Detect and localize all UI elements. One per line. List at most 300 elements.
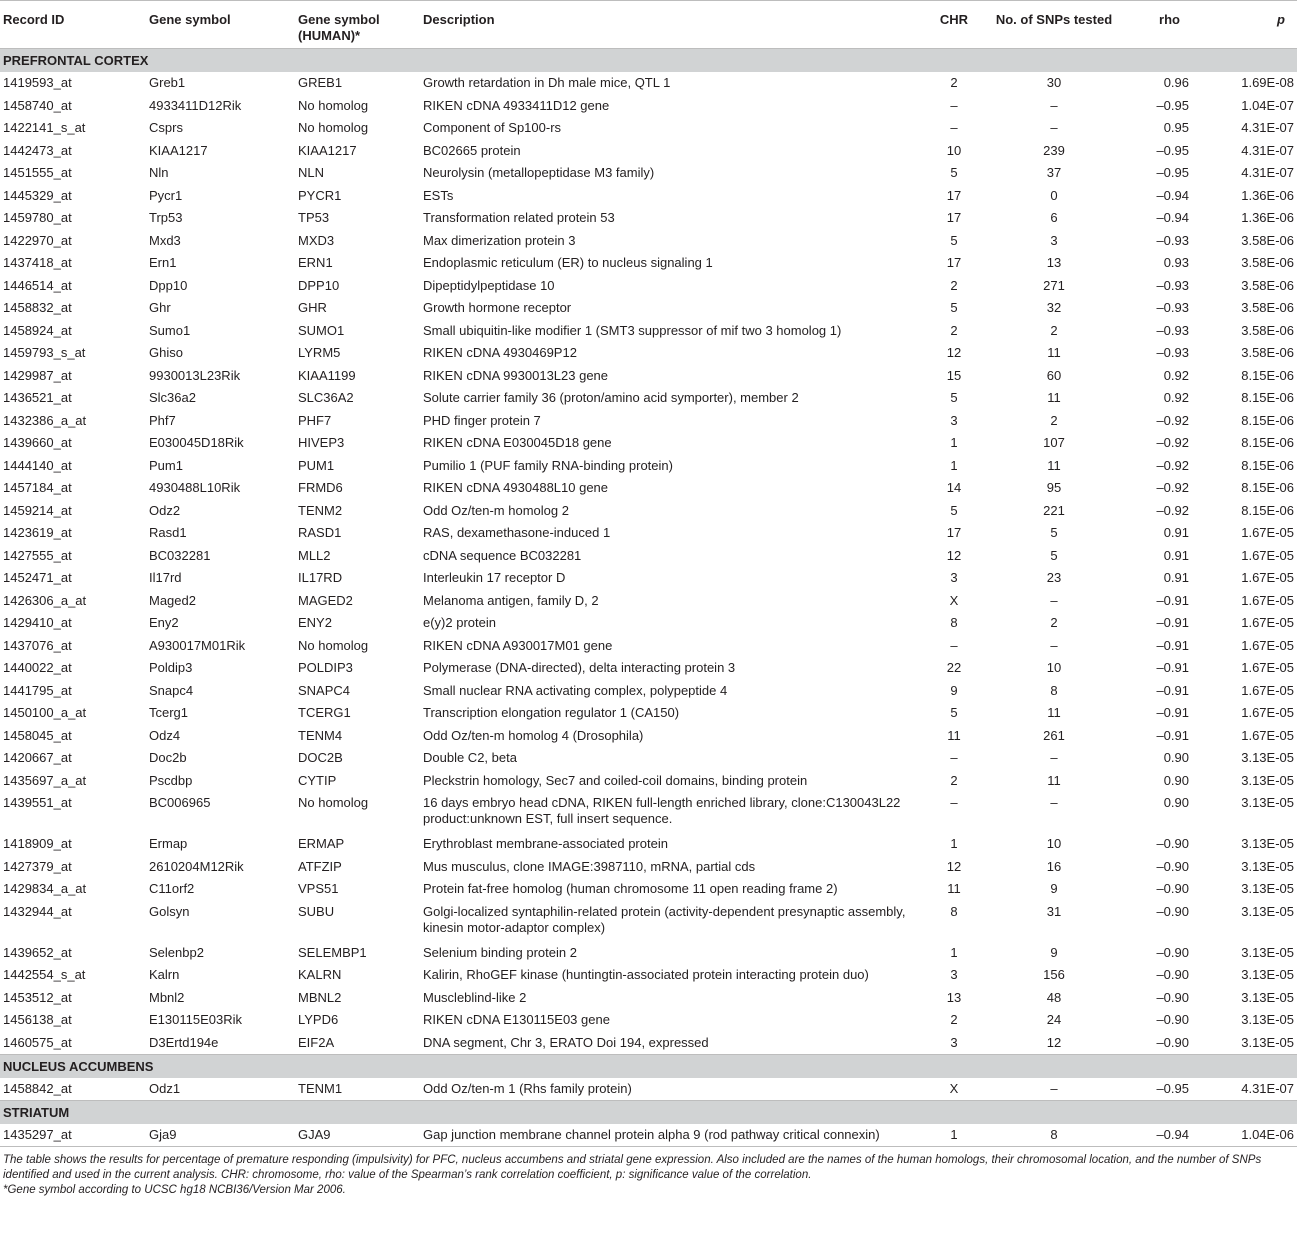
cell-gene-symbol: Pycr1 [149,187,183,203]
cell-gene-symbol-human: MBNL2 [298,989,342,1005]
table-row [0,612,1297,635]
cell-description: Odd Oz/ten-m 1 (Rhs family protein) [423,1080,632,1096]
cell-gene-symbol-human: DOC2B [298,750,343,765]
cell-p: 1.67E-05 [1241,592,1294,608]
cell-p: 3.13E-05 [1241,1034,1294,1050]
cell-gene-symbol: E130115E03Rik [149,1012,242,1027]
cell-snps: 10 [1046,660,1062,675]
cell-chr: 8 [950,615,958,630]
cell-p: 1.67E-05 [1241,525,1294,540]
cell-record-id: 1418909_at [3,836,72,851]
cell-gene-symbol-human: LYRM5 [298,345,341,360]
cell-gene-symbol-human: GJA9 [295,1124,420,1147]
cell-rho: –0.90 [1156,881,1189,896]
cell-gene-symbol: Selenbp2 [149,944,204,960]
cell-gene-symbol-human: GHR [298,300,327,315]
table-row [0,297,1297,320]
cell-gene-symbol: C11orf2 [149,881,195,896]
cell-gene-symbol: Sumo1 [149,322,191,338]
cell-gene-symbol-human: No homolog [298,637,369,653]
cell-rho: –0.94 [1116,1124,1208,1147]
cell-rho: –0.93 [1156,300,1189,315]
cell-description: RIKEN cDNA E030045D18 gene [423,435,612,450]
cell-gene-symbol: Rasd1 [149,525,187,540]
cell-p: 4.31E-07 [1241,142,1294,158]
cell-gene-symbol-human: FRMD6 [298,480,343,495]
cell-chr: 5 [950,232,958,248]
cell-description: Pleckstrin homology, Sec7 and coiled-coil domains, binding protein [423,772,808,788]
cell-rho: –0.95 [1156,142,1189,158]
cell-chr: X [949,1080,959,1096]
cell-gene-symbol-human: NLN [298,165,325,180]
cell-snps: – [1050,750,1058,765]
table-row [0,1078,1297,1101]
cell-rho: –0.92 [1156,480,1189,495]
cell-record-id: 1435697_a_at [3,772,87,788]
cell-description: Endoplasmic reticulum (ER) to nucleus signaling 1 [423,255,713,270]
cell-snps: 156 [1043,967,1065,982]
cell-description: RIKEN cDNA 9930013L23 gene [423,367,609,383]
cell-p: 3.58E-06 [1241,322,1294,338]
cell-description: Muscleblind-like 2 [423,989,527,1005]
cell-record-id: 1440022_at [3,660,72,675]
cell-rho: 0.91 [1163,570,1189,585]
cell-description: cDNA sequence BC032281 [423,547,582,563]
table-row [0,567,1297,590]
cell-snps: 37 [1046,165,1062,180]
cell-record-id: 1458045_at [3,727,72,743]
cell-gene-symbol-human: HIVEP3 [298,435,345,450]
cell-chr: 9 [950,682,958,698]
cell-p: 3.58E-06 [1241,345,1294,360]
cell-p: 8.15E-06 [1241,480,1294,495]
cell-snps: 30 [1046,75,1062,90]
cell-gene-symbol: Trp53 [149,210,183,225]
cell-p: 1.67E-05 [1241,727,1294,743]
cell-description: Mus musculus, clone IMAGE:3987110, mRNA, partial cds [423,858,756,874]
cell-p: 3.13E-05 [1241,1012,1294,1027]
section-title: NUCLEUS ACCUMBENS [0,1054,1297,1078]
cell-record-id: 1458842_at [3,1080,72,1096]
cell-gene-symbol: Eny2 [149,615,179,630]
cell-description: RIKEN cDNA 4930469P12 [423,345,577,360]
cell-gene-symbol: A930017M01Rik [149,637,246,653]
cell-record-id: 1427379_at [3,858,72,874]
cell-chr: 3 [950,412,958,428]
cell-chr: – [950,750,958,765]
cell-p: 3.58E-06 [1241,300,1294,315]
table-row [0,365,1297,388]
cell-gene-symbol-human: ENY2 [298,615,332,630]
cell-gene-symbol-human: No homolog [298,795,369,810]
table-row [0,320,1297,343]
table-row [0,230,1297,253]
table-row [0,342,1297,365]
cell-chr: 22 [946,660,962,675]
cell-chr: – [950,120,958,135]
cell-record-id: 1460575_at [3,1034,72,1050]
cell-record-id: 1432944_at [3,903,72,919]
cell-snps: 3 [1050,232,1058,248]
cell-chr: 3 [950,570,958,585]
table-row [0,410,1297,433]
cell-gene-symbol-human: IL17RD [298,570,343,585]
cell-p: 4.31E-07 [1241,165,1294,180]
cell-chr: 17 [946,255,962,270]
cell-gene-symbol: Kalrn [149,967,180,982]
cell-p: 3.13E-05 [1241,881,1294,896]
cell-gene-symbol-human: KIAA1199 [298,367,356,383]
cell-rho: –0.90 [1156,989,1189,1005]
cell-rho: 0.91 [1163,547,1189,563]
header-rho: rho [1116,1,1208,49]
cell-gene-symbol: BC006965 [149,795,211,810]
cell-gene-symbol: Pscdbp [149,772,193,788]
cell-gene-symbol: 4930488L10Rik [149,480,241,495]
cell-rho: –0.90 [1156,967,1189,982]
cell-record-id: 1441795_at [3,682,72,698]
cell-snps: 8 [1050,682,1058,698]
cell-snps: – [1050,1080,1058,1096]
cell-snps: 261 [1043,727,1065,743]
table-row [0,162,1297,185]
cell-chr: 5 [950,165,958,180]
cell-record-id: 1459214_at [3,502,72,518]
cell-gene-symbol-human: PYCR1 [298,187,342,203]
cell-p: 3.13E-05 [1241,989,1294,1005]
cell-gene-symbol-human: TP53 [298,210,330,225]
cell-gene-symbol: Odz2 [149,502,181,518]
cell-gene-symbol: KIAA1217 [149,142,208,158]
table-header-row [0,1,1297,49]
cell-gene-symbol-human: No homolog [298,97,369,113]
cell-snps: 9 [1050,881,1058,896]
cell-rho: –0.90 [1156,836,1189,851]
cell-rho: –0.91 [1156,682,1189,698]
cell-chr: X [949,592,959,608]
cell-chr: 13 [946,989,962,1005]
cell-gene-symbol: Mbnl2 [149,989,185,1005]
cell-chr: 2 [950,1012,958,1027]
cell-rho: 0.91 [1163,525,1189,540]
cell-p: 3.13E-05 [1241,772,1294,788]
cell-snps: 239 [1043,142,1065,158]
cell-record-id: 1452471_at [3,570,72,585]
cell-p: 3.13E-05 [1241,967,1294,982]
cell-chr: 11 [947,727,961,743]
cell-record-id: 1456138_at [3,1012,72,1027]
header-gene-symbol-human [295,1,420,49]
cell-record-id: 1450100_a_at [3,705,87,720]
cell-gene-symbol: Dpp10 [149,277,188,293]
cell-rho: 0.90 [1163,772,1189,788]
cell-snps: 23 [1046,570,1062,585]
cell-chr: 2 [950,75,958,90]
cell-description: Growth hormone receptor [423,300,572,315]
cell-gene-symbol: E030045D18Rik [149,435,244,450]
cell-gene-symbol-human: SUBU [298,903,335,919]
cell-p: 1.67E-05 [1241,615,1294,630]
cell-chr: 14 [946,480,962,495]
cell-description: ESTs [423,187,454,203]
cell-description: Dipeptidylpeptidase 10 [423,277,555,293]
cell-gene-symbol: Ermap [149,836,188,851]
cell-gene-symbol-human: TCERG1 [298,705,351,720]
cell-rho: –0.95 [1156,1080,1189,1096]
table-row [0,207,1297,230]
cell-gene-symbol: Tcerg1 [149,705,189,720]
cell-record-id: 1429410_at [3,615,72,630]
cell-rho: –0.93 [1156,322,1189,338]
section-header-row [0,1100,1297,1124]
table-row [0,747,1297,770]
cell-snps: 271 [1043,277,1065,293]
cell-gene-symbol: 9930013L23Rik [149,367,241,383]
cell-rho: –0.90 [1156,858,1189,874]
cell-gene-symbol: Snapc4 [149,682,194,698]
cell-record-id: 1436521_at [3,390,72,405]
cell-record-id: 1442554_s_at [3,967,86,982]
cell-chr: 17 [946,187,962,203]
cell-description: RIKEN cDNA 4930488L10 gene [423,480,609,495]
table-row [0,987,1297,1010]
cell-gene-symbol-human: SNAPC4 [298,682,351,698]
table-row [0,252,1297,275]
cell-chr: – [950,637,958,653]
table-row [0,432,1297,455]
cell-snps: 9 [1050,944,1058,960]
cell-record-id: 1429987_at [3,367,72,383]
header-snps: No. of SNPs tested [992,1,1116,49]
cell-gene-symbol-human: KALRN [298,967,342,982]
cell-p: 1.69E-08 [1241,75,1294,90]
cell-gene-symbol-human: ERMAP [298,836,345,851]
cell-gene-symbol-human: SELEMBP1 [298,944,367,960]
table-row [0,387,1297,410]
cell-rho: –0.93 [1156,277,1189,293]
section-header-row [0,1054,1297,1078]
table-row [0,590,1297,613]
cell-rho: –0.95 [1156,165,1189,180]
cell-record-id: 1435297_at [0,1124,146,1147]
cell-snps: 32 [1046,300,1062,315]
cell-chr: 2 [950,772,958,788]
cell-snps: 95 [1046,480,1062,495]
cell-rho: 0.92 [1163,367,1189,383]
cell-record-id: 1457184_at [3,480,72,495]
cell-chr: 5 [950,502,958,518]
table-row [0,792,1297,833]
table-row [0,545,1297,568]
cell-description: e(y)2 protein [423,615,496,630]
cell-snps: 11 [1047,705,1061,720]
section-header-row [0,49,1297,73]
cell-record-id: 1445329_at [3,187,72,203]
cell-snps: 48 [1046,989,1062,1005]
cell-description: Max dimerization protein 3 [423,232,576,248]
cell-description: RIKEN cDNA A930017M01 gene [423,637,613,653]
table-row [0,770,1297,793]
cell-p: 8.15E-06 [1241,390,1294,405]
cell-snps: 2 [1050,615,1058,630]
cell-rho: 0.92 [1163,390,1189,405]
cell-chr: 15 [946,367,962,383]
cell-chr: 3 [950,967,958,982]
cell-record-id: 1439652_at [3,944,72,960]
cell-gene-symbol-human: TENM1 [298,1080,343,1096]
cell-chr: 1 [916,1124,992,1147]
cell-rho: –0.90 [1156,1034,1189,1050]
cell-chr: 17 [946,210,962,225]
cell-record-id: 1422970_at [3,232,72,248]
cell-gene-symbol: BC032281 [149,547,211,563]
cell-record-id: 1458832_at [3,300,72,315]
cell-snps: 11 [1047,772,1061,788]
cell-record-id: 1439660_at [3,435,72,450]
cell-p: 1.67E-05 [1241,637,1294,653]
cell-gene-symbol-human: TENM2 [298,502,343,518]
cell-description: Growth retardation in Dh male mice, QTL 1 [423,75,671,90]
cell-rho: 0.93 [1163,255,1189,270]
cell-description: PHD finger protein 7 [423,412,541,428]
cell-record-id: 1423619_at [3,525,72,540]
cell-record-id: 1453512_at [3,989,72,1005]
cell-p: 8.15E-06 [1241,367,1294,383]
header-gene-symbol: Gene symbol [146,1,295,49]
table-row [0,702,1297,725]
cell-gene-symbol-human: SLC36A2 [298,390,354,405]
section-title: STRIATUM [0,1100,1297,1124]
table-row [0,942,1297,965]
table-row [0,680,1297,703]
cell-chr: 10 [946,142,962,158]
cell-snps: – [1050,120,1058,135]
cell-gene-symbol-human: ERN1 [298,255,333,270]
cell-description: Transformation related protein 53 [423,210,615,225]
cell-p: 1.67E-05 [1241,705,1294,720]
cell-gene-symbol: Odz4 [149,727,181,743]
cell-p: 8.15E-06 [1241,457,1294,473]
cell-snps: 60 [1046,367,1062,383]
cell-record-id: 1420667_at [3,750,72,765]
cell-description: Odd Oz/ten-m homolog 2 [423,502,569,518]
cell-p: 3.58E-06 [1241,255,1294,270]
cell-rho: –0.91 [1156,727,1189,743]
cell-description: Erythroblast membrane-associated protein [423,836,668,851]
cell-record-id: 1437076_at [3,637,72,653]
cell-record-id: 1458740_at [3,97,72,113]
cell-gene-symbol-human: MXD3 [298,232,335,248]
cell-p: 3.13E-05 [1241,836,1294,851]
cell-gene-symbol: Pum1 [149,457,183,473]
header-description: Description [420,1,916,49]
cell-p: 1.67E-05 [1241,547,1294,563]
cell-chr: 3 [950,1034,958,1050]
table-row [0,185,1297,208]
cell-chr: 5 [950,390,958,405]
cell-description: Golgi-localized syntaphilin-related protein (activity-dependent presynaptic assembly, kinesin motor-adaptor complex) [423,903,906,935]
cell-gene-symbol-human: DPP10 [298,277,340,293]
cell-snps: 12 [1046,1034,1062,1050]
cell-description: Polymerase (DNA-directed), delta interacting protein 3 [423,660,736,675]
cell-p: 8.15E-06 [1241,412,1294,428]
cell-gene-symbol-human: EIF2A [298,1034,335,1050]
cell-gene-symbol-human: POLDIP3 [298,660,353,675]
cell-gene-symbol: Ghr [149,300,171,315]
cell-p: 8.15E-06 [1241,502,1294,518]
cell-description: Neurolysin (metallopeptidase M3 family) [423,165,655,180]
header-gene-symbol-human-line2: (HUMAN)* [298,28,361,43]
cell-p: 3.13E-05 [1241,903,1294,919]
header-chr: CHR [916,1,992,49]
cell-rho: –0.91 [1156,660,1189,675]
cell-rho: –0.93 [1156,232,1189,248]
cell-gene-symbol: Il17rd [149,570,182,585]
table-row [0,95,1297,118]
cell-gene-symbol: Doc2b [149,750,187,765]
cell-gene-symbol-human: LYPD6 [298,1012,339,1027]
cell-p: 4.31E-07 [1241,120,1294,135]
cell-rho: –0.91 [1156,615,1189,630]
cell-rho: –0.91 [1156,637,1189,653]
cell-gene-symbol-human: ATFZIP [298,858,342,874]
cell-chr: – [950,795,958,810]
cell-chr: – [950,97,958,113]
cell-snps: 11 [1047,345,1061,360]
cell-gene-symbol: Nln [149,165,169,180]
cell-record-id: 1451555_at [3,165,72,180]
cell-rho: –0.94 [1156,187,1189,203]
cell-snps: 0 [1050,187,1058,203]
cell-gene-symbol: 2610204M12Rik [149,858,244,874]
table-row [0,635,1297,658]
cell-p: 1.36E-06 [1241,187,1294,203]
cell-rho: –0.91 [1156,705,1189,720]
cell-rho: –0.92 [1156,457,1189,473]
cell-chr: 5 [950,705,958,720]
cell-p: 3.58E-06 [1241,232,1294,248]
cell-gene-symbol-human: No homolog [298,120,369,135]
table-row [0,1124,1297,1147]
table-row [0,964,1297,987]
cell-snps: 5 [1050,525,1058,540]
cell-description: Pumilio 1 (PUF family RNA-binding protein) [423,457,673,473]
cell-chr: 17 [946,525,962,540]
cell-description: DNA segment, Chr 3, ERATO Doi 194, expressed [423,1034,709,1050]
cell-record-id: 1444140_at [3,457,72,473]
cell-gene-symbol-human: MAGED2 [298,592,353,608]
cell-gene-symbol-human: CYTIP [298,772,337,788]
cell-rho: 0.96 [1163,75,1189,90]
cell-description: Kalirin, RhoGEF kinase (huntingtin-associated protein interacting protein duo) [423,967,869,982]
cell-snps: 11 [1047,390,1061,405]
cell-gene-symbol: Odz1 [149,1080,181,1096]
cell-chr: 1 [950,944,958,960]
cell-snps: – [1050,637,1058,653]
table-row [0,878,1297,901]
cell-p: 3.13E-05 [1241,944,1294,960]
cell-description: Small ubiquitin-like modifier 1 (SMT3 suppressor of mif two 3 homolog 1) [423,322,842,338]
cell-description: Component of Sp100-rs [423,120,562,135]
header-p: p [1208,1,1297,49]
cell-gene-symbol: 4933411D12Rik [149,97,242,113]
cell-record-id: 1446514_at [3,277,72,293]
cell-rho: –0.94 [1156,210,1189,225]
cell-gene-symbol-human: PUM1 [298,457,335,473]
table-row [0,117,1297,140]
table-row [0,1009,1297,1032]
cell-p: 3.13E-05 [1241,795,1294,810]
